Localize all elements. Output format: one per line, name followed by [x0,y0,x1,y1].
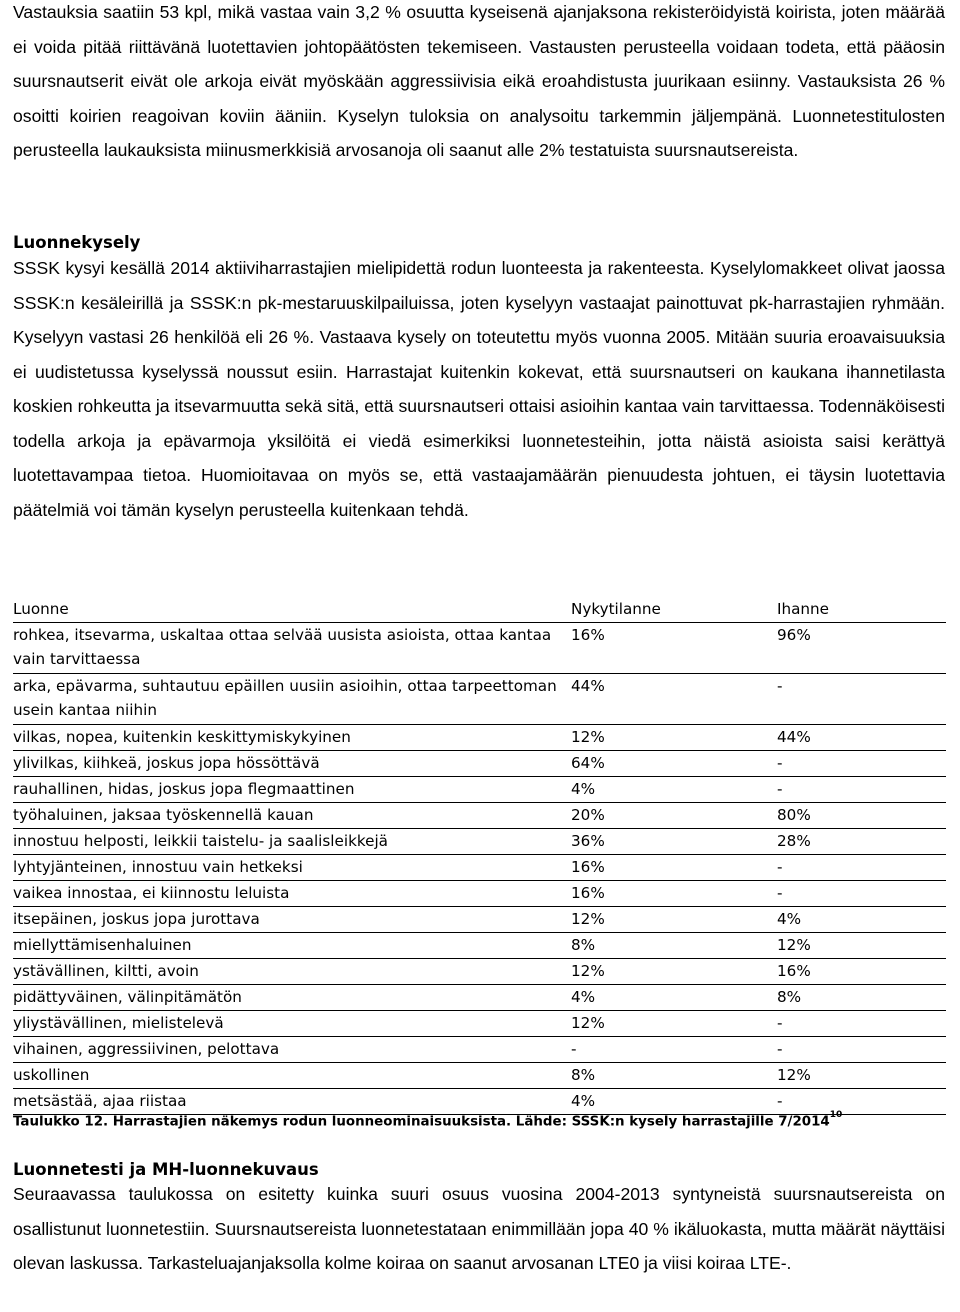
table-header-cell: Ihanne [777,597,946,623]
table-cell-current: 16% [571,881,777,907]
table-cell-current: 12% [571,1011,777,1037]
table-row [13,1037,946,1063]
survey-paragraph: SSSK kysyi kesällä 2014 aktiiviharrastajien mielipidettä rodun luonteesta ja rakenteesta. Kyselylomakkeet olivat jaossa SSSK:n kesäleirillä ja SSSK:n pk-mestaruuskilpailuissa, joten kyselyyn vastaajat painottuvat pk-harrastajien ryhmään. Kyselyyn vastasi 26 henkilöä eli 26 %. Vastaava kysely on toteutettu myös vuonna 2005. Mitään suuria eroavaisuuksia ei uudistetussa kyselyssä noussut esiin. Harrastajat kuitenkin kokevat, että suursnautseri on kaukana ihannetilasta koskien rohkeutta ja itsevarmuutta sekä sitä, että suursnautseri ottaisi asioihin kantaa vain tarvittaessa. Todennäköisesti todella arkoja ja epävarmoja yksilöitä ei viedä esimerkiksi luonnetesteihin, jotta näistä asioista saisi kerättyä luotettavampaa tietoa. Huomioitavaa on myös se, että vastaajamäärän pienuudesta johtuen, ei täysin luotettavia päätelmiä voi tämän kyselyn perusteella kuitenkaan tehdä. [13,258,945,520]
survey-heading: Luonnekysely [13,233,141,252]
table-cell-ideal: 80% [777,803,946,829]
table-cell-current: 16% [571,855,777,881]
table-row [13,829,946,855]
table-cell-current: 8% [571,1063,777,1089]
table-cell-current: - [571,1037,777,1063]
table-cell-ideal: 8% [777,985,946,1011]
table-cell-current: 12% [571,959,777,985]
table-cell-ideal: - [777,1011,946,1037]
table-cell-current: 8% [571,933,777,959]
table-cell-ideal: 4% [777,907,946,933]
table-cell-ideal: 96% [777,623,946,674]
table-cell-trait: vilkas, nopea, kuitenkin keskittymiskykyinen [13,725,571,751]
table-cell-trait: miellyttämisenhaluinen [13,933,571,959]
test-paragraph: Seuraavassa taulukossa on esitetty kuinka suuri osuus vuosina 2004-2013 syntyneistä suursnautsereista on osallistunut luonnetestiin. Suursnautsereista luonnetestataan enimmillään jopa 40 % ikäluokasta, mutta määrät näyttäisi olevan laskussa. Tarkasteluajanjaksolla kolme koiraa on saanut arvosanan LTE0 ja viisi koiraa LTE-. [13,1184,945,1273]
table-header-row [13,597,946,623]
table-cell-ideal: - [777,1037,946,1063]
table-caption [13,1109,842,1131]
table-row [13,907,946,933]
table-row [13,674,946,725]
table-cell-trait: metsästää, ajaa riistaa [13,1089,571,1115]
table-row [13,1011,946,1037]
table-cell-current: 64% [571,751,777,777]
intro-paragraph: Vastauksia saatiin 53 kpl, mikä vastaa vain 3,2 % osuutta kyseisenä ajanjaksona rekisteröidyistä koirista, joten määrää ei voida pitää riittävänä luotettavien johtopäätösten tekemiseen. Vastausten perusteella voidaan todeta, että pääosin suursnautserit eivät ole arkoja eivät myöskään aggressiivisia eikä eroahdistusta juurikaan esiinny. Vastauksista 26 % osoitti koirien reagoivan koviin ääniin. Kyselyn tuloksia on analysoitu tarkemmin jäljempänä. Luonnetestitulosten perusteella laukauksista miinusmerkkisiä arvosanoja oli saanut alle 2% testatuista suursnautsereista. [13,2,945,160]
table-cell-ideal: - [777,751,946,777]
table-cell-ideal: - [777,674,946,725]
table-cell-trait: lyhtyjänteinen, innostuu vain hetkeksi [13,855,571,881]
table-cell-trait: ystävällinen, kiltti, avoin [13,959,571,985]
table-cell-trait: työhaluinen, jaksaa työskennellä kauan [13,803,571,829]
table-cell-trait: vihainen, aggressiivinen, pelottava [13,1037,571,1063]
table-cell-current: 36% [571,829,777,855]
table-cell-current: 44% [571,674,777,725]
table-cell-current: 4% [571,777,777,803]
table-cell-current: 20% [571,803,777,829]
table-row [13,855,946,881]
table-cell-current: 4% [571,1089,777,1115]
table-row [13,751,946,777]
table-cell-trait: innostuu helposti, leikkii taistelu- ja saalisleikkejä [13,829,571,855]
table-cell-ideal: - [777,777,946,803]
table-cell-trait: arka, epävarma, suhtautuu epäillen uusiin asioihin, ottaa tarpeettoman usein kantaa niihin [13,674,571,725]
traits-table [13,597,946,1115]
table-row [13,1063,946,1089]
table-cell-trait: itsepäinen, joskus jopa jurottava [13,907,571,933]
test-heading: Luonnetesti ja MH-luonnekuvaus [13,1160,319,1179]
table-cell-trait: rauhallinen, hidas, joskus jopa flegmaattinen [13,777,571,803]
table-row [13,881,946,907]
footnote-marker: 10 [829,1110,843,1120]
table-cell-current: 4% [571,985,777,1011]
table-cell-ideal: - [777,855,946,881]
table-cell-ideal: 44% [777,725,946,751]
table-cell-ideal: - [777,881,946,907]
table-row [13,725,946,751]
table-row [13,777,946,803]
table-cell-trait: uskollinen [13,1063,571,1089]
table-row [13,623,946,674]
table-cell-trait: vaikea innostaa, ei kiinnostu leluista [13,881,571,907]
table-cell-current: 12% [571,725,777,751]
table-cell-trait: ylivilkas, kiihkeä, joskus jopa hössöttävä [13,751,571,777]
table-cell-current: 16% [571,623,777,674]
table-cell-ideal: - [777,1089,946,1115]
table-header-cell: Nykytilanne [571,597,777,623]
table-cell-current: 12% [571,907,777,933]
table-row [13,959,946,985]
table-cell-ideal: 16% [777,959,946,985]
table-row [13,933,946,959]
table-cell-ideal: 12% [777,933,946,959]
table-row [13,985,946,1011]
table-row [13,803,946,829]
table-cell-trait: rohkea, itsevarma, uskaltaa ottaa selvää uusista asioista, ottaa kantaa vain tarvittaessa [13,623,571,674]
table-cell-ideal: 12% [777,1063,946,1089]
table-caption-text: Taulukko 12. Harrastajien näkemys rodun luonneominaisuuksista. Lähde: SSSK:n kysely harrastajille 7/2014 [13,1114,830,1130]
table-cell-trait: pidättyväinen, välinpitämätön [13,985,571,1011]
table-header-cell: Luonne [13,597,571,623]
table-cell-ideal: 28% [777,829,946,855]
table-cell-trait: yliystävällinen, mielistelevä [13,1011,571,1037]
